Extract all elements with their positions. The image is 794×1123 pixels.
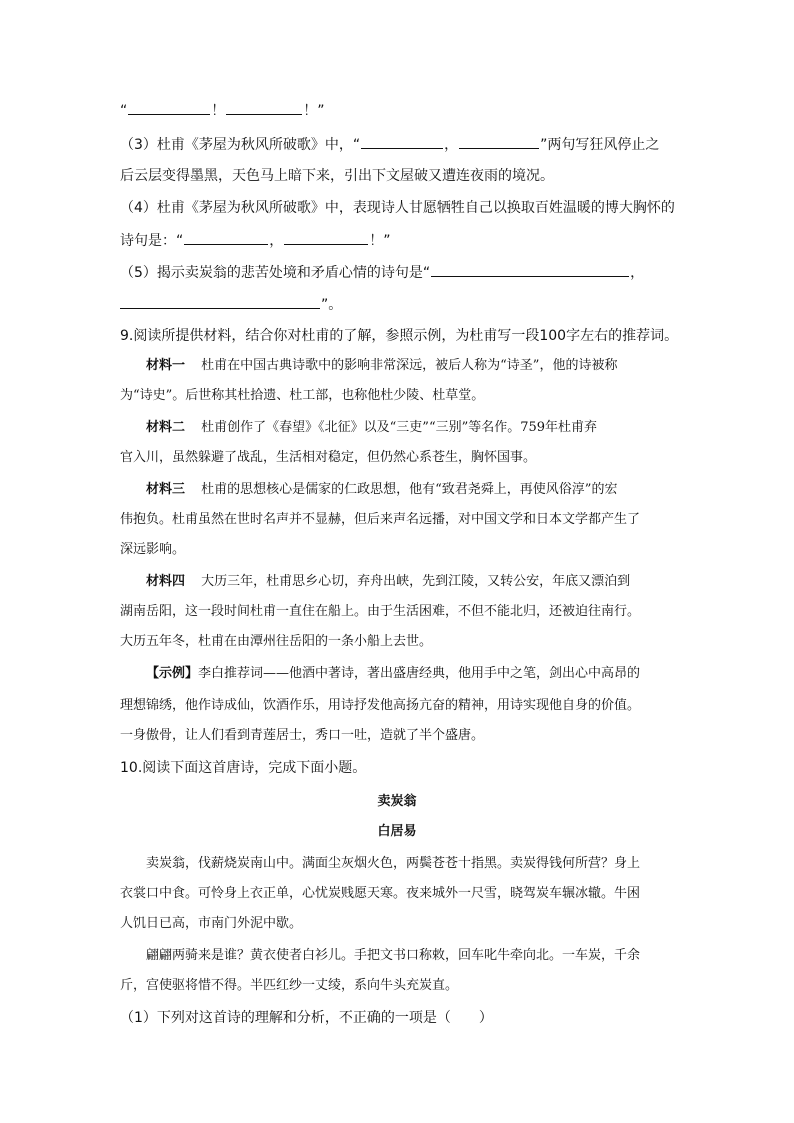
example-line-3: 一身傲骨，让人们看到青莲居士，秀口一吐，造就了半个盛唐。 xyxy=(120,728,485,743)
q8-item-3-line-1 xyxy=(120,134,659,155)
q10-sub-question-1: （1）下列对这首诗的理解和分析，不正确的一项是（ ） xyxy=(120,1010,493,1026)
text-segment: ！” xyxy=(369,233,391,249)
answer-blank[interactable] xyxy=(431,262,629,277)
text-segment: ， xyxy=(269,233,284,249)
quote-open: “ xyxy=(120,103,128,119)
punctuation: ！ xyxy=(303,103,318,119)
q8-item-4-line-1: （4）杜甫《茅屋为秋风所破歌》中，表现诗人甘愿牺牲自己以换取百姓温暖的博大胸怀的 xyxy=(120,200,675,216)
material-text: 杜甫的思想核心是儒家的仁政思想，他有“致君尧舜上，再使风俗淳”的宏 xyxy=(201,482,618,497)
example-line-2: 理想锦绣，他作诗成仙，饮酒作乐，用诗抒发他高扬亢奋的精神，用诗实现他自身的价值。 xyxy=(120,698,641,713)
material-1-line-2: 为“诗史”。后世称其杜拾遗、杜工部，也称他杜少陵、杜草堂。 xyxy=(120,388,485,403)
q10-prompt: 10.阅读下面这首唐诗，完成下面小题。 xyxy=(120,760,367,776)
q8-item-5-line-1 xyxy=(120,262,644,283)
text-segment: ， xyxy=(444,137,459,153)
poem-stanza-2-line-1: 翩翩两骑来是谁？黄衣使者白衫儿。手把文书口称敕，回车叱牛牵向北。一车炭，千余 xyxy=(146,948,641,963)
poem-author: 白居易 xyxy=(377,824,417,839)
answer-blank[interactable] xyxy=(226,100,302,115)
material-4-line-1 xyxy=(146,572,630,592)
q8-item-4-line-2 xyxy=(120,230,391,251)
q8-item-5-line-2 xyxy=(120,294,342,315)
material-3-line-2: 伟抱负。杜甫虽然在世时名声并不显赫，但后来声名远播，对中国文学和日本文学都产生了 xyxy=(120,512,641,527)
material-text: 杜甫在中国古典诗歌中的影响非常深远，被后人称为“诗圣”，他的诗被称 xyxy=(201,358,618,373)
example-label: 【示例】 xyxy=(146,666,199,681)
answer-blank[interactable] xyxy=(459,134,539,149)
q9-prompt: 9.阅读所提供材料，结合你对杜甫的了解，参照示例，为杜甫写一段100字左右的推荐词。 xyxy=(120,328,679,344)
poem-stanza-1-line-3: 人饥日已高，市南门外泥中歇。 xyxy=(120,916,303,931)
material-4-line-3: 大历五年冬，杜甫在由潭州往岳阳的一条小船上去世。 xyxy=(120,634,433,649)
material-text: 杜甫创作了《春望》《北征》以及“三吏”“三别”等名作。759年杜甫弃 xyxy=(201,420,598,435)
poem-stanza-2-line-2: 斤，宫使驱将惜不得。半匹红纱一丈绫，系向牛头充炭直。 xyxy=(120,978,459,993)
example-line-1 xyxy=(146,664,640,684)
material-label: 材料三 xyxy=(146,482,186,497)
material-3-line-1 xyxy=(146,480,617,500)
punctuation: ！ xyxy=(211,103,226,119)
text-segment: ， xyxy=(630,265,645,281)
example-text: 李白推荐词——他酒中著诗，著出盛唐经典，他用手中之笔，剑出心中高昂的 xyxy=(198,666,641,681)
poem-title: 卖炭翁 xyxy=(377,794,417,809)
material-label: 材料一 xyxy=(146,358,186,373)
answer-blank[interactable] xyxy=(184,230,268,245)
answer-blank[interactable] xyxy=(128,100,210,115)
answer-blank[interactable] xyxy=(361,134,443,149)
poem-stanza-1-line-1: 卖炭翁，伐薪烧炭南山中。满面尘灰烟火色，两鬓苍苍十指黑。卖炭得钱何所营？身上 xyxy=(146,856,641,871)
material-1-line-1 xyxy=(146,356,617,376)
material-3-line-3: 深远影响。 xyxy=(120,542,186,557)
material-2-line-1 xyxy=(146,418,597,438)
answer-blank[interactable] xyxy=(120,294,320,309)
material-4-line-2: 湖南岳阳，这一段时间杜甫一直住在船上。由于生活困难，不但不能北归，还被迫往南行。 xyxy=(120,604,641,619)
text-segment: （3）杜甫《茅屋为秋风所破歌》中，“ xyxy=(120,137,361,153)
material-label: 材料四 xyxy=(146,574,186,589)
quote-close: ” xyxy=(317,103,325,119)
text-segment: ”。 xyxy=(321,297,343,313)
text-segment: 诗句是：“ xyxy=(120,233,184,249)
material-text: 大历三年，杜甫思乡心切，弃舟出峡，先到江陵，又转公安，年底又漂泊到 xyxy=(201,574,631,589)
poem-stanza-1-line-2: 衣裳口中食。可怜身上衣正单，心忧炭贱愿天寒。夜来城外一尺雪，晓驾炭车辗冰辙。牛困 xyxy=(120,886,641,901)
answer-blank[interactable] xyxy=(284,230,368,245)
q8-blank-line-1 xyxy=(120,100,325,121)
q8-item-3-line-2: 后云层变得墨黑，天色马上暗下来，引出下文屋破又遭连夜雨的境况。 xyxy=(120,168,554,184)
material-2-line-2: 官入川，虽然躲避了战乱，生活相对稳定，但仍然心系苍生，胸怀国事。 xyxy=(120,450,537,465)
text-segment: （5）揭示卖炭翁的悲苦处境和矛盾心情的诗句是“ xyxy=(120,265,431,281)
text-segment: ”两句写狂风停止之 xyxy=(540,137,660,153)
material-label: 材料二 xyxy=(146,420,186,435)
